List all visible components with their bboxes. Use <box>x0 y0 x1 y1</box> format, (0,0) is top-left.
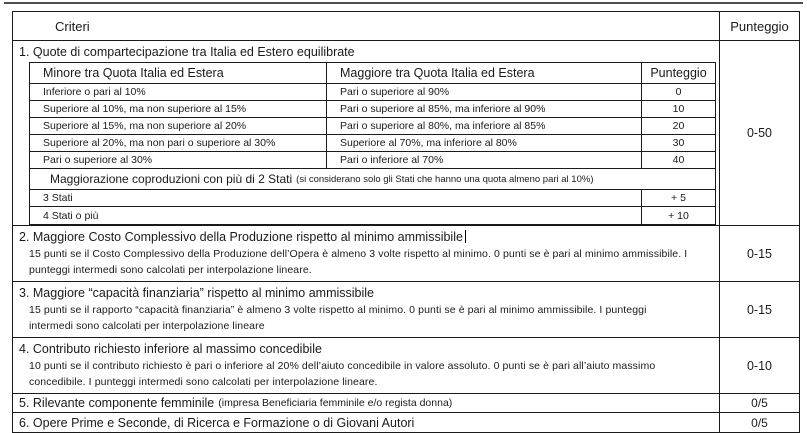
section-4-title: 4. Contributo richiesto inferiore al massimo concedibile <box>19 342 322 356</box>
section-5-title-text: 5. Rilevante componente femminile <box>19 396 215 410</box>
quota-maggiore-cell: Superiore al 70%, ma inferiore al 80% <box>326 135 641 151</box>
section-4-score: 0-10 <box>719 338 799 393</box>
punteggio-column-header: Punteggio <box>719 12 799 40</box>
quota-row-5 <box>30 152 715 169</box>
quota-punteggio-cell: 30 <box>641 135 715 151</box>
quota-minore-cell: Superiore al 20%, ma non pari o superiore al 30% <box>43 137 276 149</box>
quota-minore-cell: Superiore al 10%, ma non superiore al 15% <box>43 103 247 115</box>
quota-punteggio-cell: 10 <box>641 101 715 117</box>
section-4-content <box>13 338 719 393</box>
section-4-row <box>13 338 799 394</box>
quota-maggiore-cell: Pari o superiore al 80%, ma inferiore al 85% <box>326 118 641 134</box>
section-2-title-text: 2. Maggiore Costo Complessivo della Produzione rispetto al minimo ammissibile <box>19 230 463 244</box>
section-2-row <box>13 226 799 282</box>
section-1-row <box>13 41 799 226</box>
quota-row-2 <box>30 101 715 118</box>
quota-row-3 <box>30 118 715 135</box>
section-5-title <box>13 394 719 412</box>
criteria-table <box>12 11 800 433</box>
section-3-content <box>13 282 719 337</box>
table-header-row <box>13 12 799 41</box>
quota-punteggio-cell: 40 <box>641 152 715 168</box>
text-cursor-caret <box>465 230 466 243</box>
section-1-content <box>13 41 719 225</box>
section-2-title <box>19 228 711 246</box>
section-6-row <box>13 413 799 432</box>
subtable-header-row <box>30 63 715 84</box>
section-2-description: 15 punti se il Costo Complessivo della Produzione dell’Opera è almeno 3 volte rispetto al minimo. 0 punti se è pari al minimo ammissibile. I punteggi intermedi sono calcolati per interpolazione lineare. <box>29 248 688 276</box>
section-6-score: 0/5 <box>719 413 799 432</box>
subtable-header-maggiore: Maggiore tra Quota Italia ed Estera <box>326 63 641 83</box>
section-5-title-note: (impresa Beneficiaria femminile e/o regista donna) <box>218 397 453 409</box>
bonus-score-cell: + 5 <box>641 190 715 206</box>
section-2-content <box>13 226 719 281</box>
quota-maggiore-cell: Pari o superiore al 85%, ma inferiore al 90% <box>326 101 641 117</box>
section-3-score: 0-15 <box>719 282 799 337</box>
quota-row-1 <box>30 84 715 101</box>
quota-punteggio-cell: 20 <box>641 118 715 134</box>
quota-minore-cell: Superiore al 15%, ma non superiore al 20% <box>43 120 247 132</box>
section-3-title: 3. Maggiore “capacità finanziaria” rispetto al minimo ammissibile <box>19 286 374 300</box>
page-top-rule <box>4 2 803 4</box>
quota-minore-cell: Pari o superiore al 30% <box>43 154 153 166</box>
quota-row-4 <box>30 135 715 152</box>
quota-punteggio-cell: 0 <box>641 84 715 100</box>
section-5-score: 0/5 <box>719 394 799 412</box>
bonus-label-cell: 3 Stati <box>43 192 73 204</box>
bonus-title-note: (si considerano solo gli Stati che hanno una quota almeno pari al 10%) <box>296 173 594 185</box>
section-1-score: 0-50 <box>719 41 799 225</box>
quota-subtable <box>29 62 716 225</box>
bonus-row-1 <box>30 190 715 207</box>
subtable-header-punteggio: Punteggio <box>641 63 715 83</box>
subtable-header-minore: Minore tra Quota Italia ed Estera <box>43 66 224 80</box>
bonus-header-row <box>30 169 715 190</box>
section-3-description: 15 punti se il rapporto “capacità finanziaria” è almeno 3 volte rispetto al minimo. 0 punti se è pari al minimo ammissibile. I punteggi intermedi sono calcolati per interpolazione lineare <box>29 304 647 332</box>
section-6-title: 6. Opere Prime e Seconde, di Ricerca e Formazione o di Giovani Autori <box>19 415 415 430</box>
bonus-score-cell: + 10 <box>641 207 715 224</box>
quota-minore-cell: Inferiore o pari al 10% <box>43 86 146 98</box>
section-3-row <box>13 282 799 338</box>
section-5-row <box>13 394 799 413</box>
section-4-description: 10 punti se il contributo richiesto è pari o inferiore al 20% dell’aiuto concedibile in valore assoluto. 0 punti se è pari all’aiuto massimo concedibile. I punteggi intermedi sono calcolati per interpolazione lineare. <box>29 360 656 388</box>
bonus-row-2 <box>30 207 715 224</box>
quota-maggiore-cell: Pari o superiore al 90% <box>326 84 641 100</box>
section-2-score: 0-15 <box>719 226 799 281</box>
criteri-column-header: Criteri <box>55 18 90 34</box>
bonus-label-cell: 4 Stati o più <box>43 209 99 222</box>
section-1-title: 1. Quote di compartecipazione tra Italia ed Estero equilibrate <box>19 44 355 59</box>
bonus-title: Maggiorazione coproduzioni con più di 2 Stati <box>50 172 293 186</box>
quota-maggiore-cell: Pari o inferiore al 70% <box>326 152 641 168</box>
